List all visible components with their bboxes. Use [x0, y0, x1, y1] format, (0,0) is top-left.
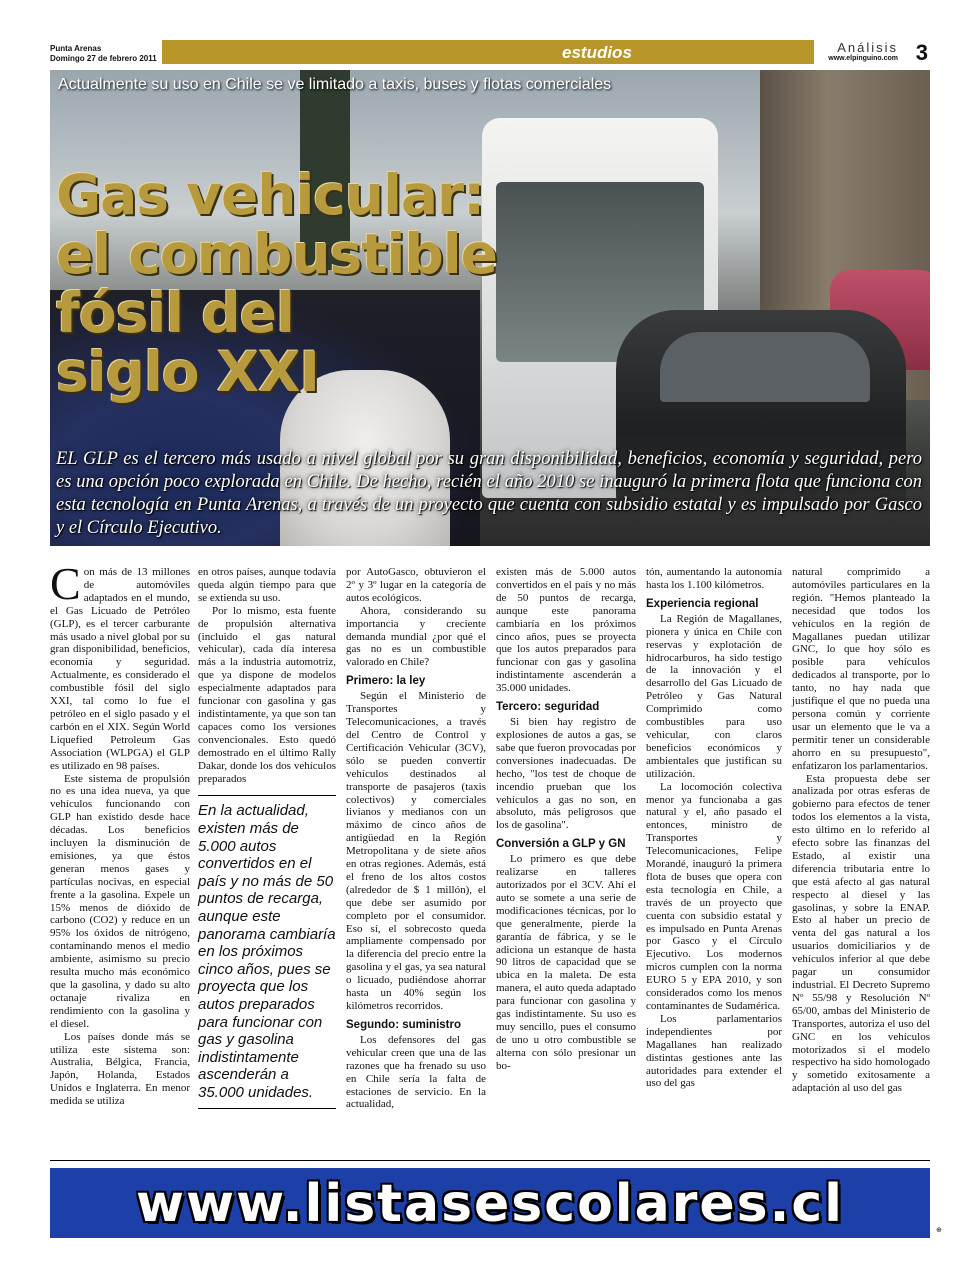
brand-name: Análisis [837, 40, 898, 55]
headline-line: siglo XXI [56, 340, 320, 404]
ad-url[interactable]: www.listasescolares.cl [136, 1174, 844, 1234]
paragraph: Ahora, considerando su importancia y creciente demanda mundial ¿por qué el gas no es un combustible valorado en Chile? [346, 604, 486, 669]
advertisement-banner[interactable] [50, 1168, 930, 1238]
paragraph: Los defensores del gas vehicular creen que una de las razones que ha frenado su uso en Chile sería la falta de estaciones de servicio. En la actualidad, [346, 1033, 486, 1111]
paragraph: en otros países, aunque todavía queda algún tiempo para que se extienda su uso. [198, 566, 336, 604]
section-bar [162, 40, 814, 64]
brand-url[interactable]: www.elpinguino.com [828, 55, 898, 62]
hero-subtitle: Actualmente su uso en Chile se ve limitado a taxis, buses y flotas comerciales [58, 76, 612, 93]
dateline-location: Punta Arenas [50, 44, 102, 53]
paragraph: existen más de 5.000 autos convertidos en el país y no más de 50 puntos de recarga, aunque este panorama cambiaría en los próximos cinco años, pues se proyecta que los autos preparados para funcionar con gas y gasolina indistintamente ascenderán a 35.000 unidades. [496, 566, 636, 695]
divider [50, 1160, 930, 1161]
registration-mark-icon: ⊕ [936, 1227, 942, 1234]
paragraph: Por lo mismo, esta fuente de propulsión alternativa (incluido el gas natural vehicular), cada día interesa más a la industria automotriz, que ya dispone de modelos especialmente adaptados para funcionar con gasolina y gas indistintamente, ya que son tan capaces como los versiones convencionales. Esto quedó demostrado en el último Rally Dakar, donde los dos vehículos preparados [198, 604, 336, 785]
article-body [50, 558, 930, 1152]
dateline [50, 44, 157, 64]
column-3 [346, 566, 486, 1111]
headline [56, 163, 497, 404]
subhead: Experiencia regional [646, 597, 759, 610]
page-header [50, 40, 928, 68]
column-6 [792, 566, 930, 1095]
paragraph: Con más de 13 millones de automóviles adaptados en el mundo, el Gas Licuado de Petróleo (GLP), es el tercer carburante más usado a nivel global por su gran disponibilidad, beneficios, economía y seguridad. Actualmente, es considerado el combustible fósil del siglo XXI, tal como lo fue el petróleo en el siglo pasado y el carbón en el XIX. Según World Liquefied Petroleum Gas Association (WLPGA) el GLP es utilizado en 98 países. [50, 558, 190, 772]
photo-taxi-window [660, 332, 870, 402]
column-4 [496, 566, 636, 1073]
brand [828, 40, 898, 62]
column-2 [198, 566, 336, 1109]
paragraph: Según el Ministerio de Transportes y Telecomunicaciones, a través del Centro de Control y Certificación Vehicular (3CV), sólo se pueden convertir vehículos destinados al transporte de pasajeros (taxis colectivos) y comerciales livianos y medianos con un máximo de cinco años de antigüedad en la Región Metropolitana y de siete años en otras regiones. Además, está el freno de los altos costos (alrededor de $ 1 millón), el que debe ser asumido por completo por el consumidor. Eso sí, el sobrecosto queda ampliamente compensado por la diferencia del precio entre la gasolina y el gas, ya sea natural o licuado, pudiéndose ahorrar hasta un 40% según los kilómetros recorridos. [346, 690, 486, 1012]
dek: EL GLP es el tercero más usado a nivel global por su gran disponibilidad, beneficios, economía y seguridad, pero es una opción poco explorada en Chile. De hecho, recién el año 2010 se inauguró la primera flota que funciona con esta tecnología en Punta Arenas, a través de un proyecto que cuenta con subsidio estatal y es impulsado por Gasco y el Círculo Ejecutivo. [56, 449, 922, 538]
hero-photo [50, 70, 930, 546]
subhead: Tercero: seguridad [496, 701, 600, 714]
paragraph: por AutoGasco, obtuvieron el 2º y 3º lugar en la categoría de autos ecológicos. [346, 566, 486, 604]
subhead: Primero: la ley [346, 675, 426, 688]
subhead: Segundo: suministro [346, 1018, 461, 1031]
headline-line: Gas vehicular: [56, 163, 485, 227]
paragraph: Los países donde más se utiliza este sistema son: Australia, Bélgica, Francia, Japón, Holanda, Estados Unidos e Inglaterra. En menor medida se utiliza [50, 1030, 190, 1108]
paragraph: Los parlamentarios independientes por Magallanes han realizado distintas gestiones ante las autoridades para extender el uso del gas [646, 1012, 782, 1090]
paragraph: natural comprimido a automóviles particulares en la región. "Hemos planteado la necesidad que todos los vehículos en la región de Magallanes puedan utilizar GNC, lo que hoy sólo es posible para vehículos dedicados al transporte, por lo tanto, no hay nada que justifique el que no pueda una persona común y corriente usar un elemento que le va a permitir tener un considerable ahorro en su presupuesto", enfatizaron los parlamentarios. [792, 566, 930, 772]
headline-line: el combustible [56, 222, 497, 286]
paragraph: Lo primero es que debe realizarse en talleres autorizados por el 3CV. Ahí el auto se somete a una serie de modificaciones técnicas, por lo que generalmente, pierde la garantía de fábrica, y se le adiciona un estanque de hasta 90 litros de capacidad que se ubica en la maleta. De esta manera, el auto queda adaptado para funcionar con gasolina y gas indistintamente. Su uso es muy sencillo, pues el consumo de uno u otro combustible se alterna con sólo presionar un bo- [496, 853, 636, 1072]
page-number: 3 [915, 40, 928, 65]
column-5 [646, 566, 782, 1090]
headline-line: fósil del [56, 281, 294, 345]
paragraph: tón, aumentando la autonomía hasta los 1.100 kilómetros. [646, 566, 782, 591]
subhead: Conversión a GLP y GN [496, 838, 626, 851]
column-1 [50, 558, 190, 1108]
paragraph: Esta propuesta debe ser analizada por otras esferas de gobierno para efectos de tener todos los elementos a la vista, esto último en lo referido al efecto sobre las finanzas del Estado, al existir una diferencia tributaria entre lo que está afecto al gas natural respecto al diesel y las gasolinas, y sobre la ENAP. Esto al haber un precio de venta del gas natural a los usuarios domiciliarios y de vehículos inferior al que debe pagar un consumidor industrial. El Decreto Supremo Nº 55/98 y Resolución Nº 65/00, ambas del Ministerio de Transportes, autoriza el uso del GNC en los vehículos motorizados si el modelo respectivo ha sido homologado y sometido exitosamente a adaptación al uso del gas [792, 772, 930, 1095]
paragraph: La locomoción colectiva menor ya funcionaba a gas natural y el, año pasado el entonces, ministro de Transportes y Telecomunicaciones, Felipe Morandé, inauguró la primera flota de buses que opera con esta tecnología en Chile, a través de un proyecto que cuenta con subsidio estatal y es impulsado en Punta Arenas por Gasco y el Círculo Ejecutivo. Los modernos micros cumplen con la norma EURO 5 y EPA 2010, y son considerados como los menos contaminantes de Sudamérica. [646, 780, 782, 1012]
paragraph: Este sistema de propulsión no es una idea nueva, ya que vehículos funcionando con GLP han existido desde hace décadas. Los beneficios incluyen la disminución de emisiones, ya que éstos generan menos gases y partículas nocivas, en especial frente a la gasolina. Expele un 15% menos de dióxido de carbono (CO2) y reduce en un 95% los óxidos de nitrógeno, contaminando menos el medio ambiente, asimismo su precio resulta mucho más económico que la gasolina, y dado su alto octanaje rivaliza en rendimiento con la gasolina y el diesel. [50, 772, 190, 1030]
section-label: estudios [562, 43, 632, 62]
paragraph: La Región de Magallanes, pionera y única en Chile con reservas y explotación de hidrocarburos, ha sido testigo de la innovación y el desarrollo del Gas Licuado de Petróleo y Gas Natural Comprimido como combustibles para uso vehicular, con claros beneficios económicos y ambientales que justifican su utilización. [646, 612, 782, 780]
dateline-date: Domingo 27 de febrero 2011 [50, 54, 157, 63]
pull-quote: En la actualidad, existen más de 5.000 autos convertidos en el país y no más de 50 puntos de recarga, aunque este panorama cambiaría en los próximos cinco años, pues se proyecta que los autos preparados para funcionar con gas y gasolina indistintamente ascenderán a 35.000 unidades. [198, 795, 336, 1108]
drop-cap: C [50, 558, 81, 609]
paragraph: Si bien hay registro de explosiones de autos a gas, se sabe que fueron provocadas por conversiones inadecuadas. De hecho, "los test de choque de incendio prueban que los vehículos a gas no son, en absoluto, más peligrosos que los de gasolina". [496, 716, 636, 832]
